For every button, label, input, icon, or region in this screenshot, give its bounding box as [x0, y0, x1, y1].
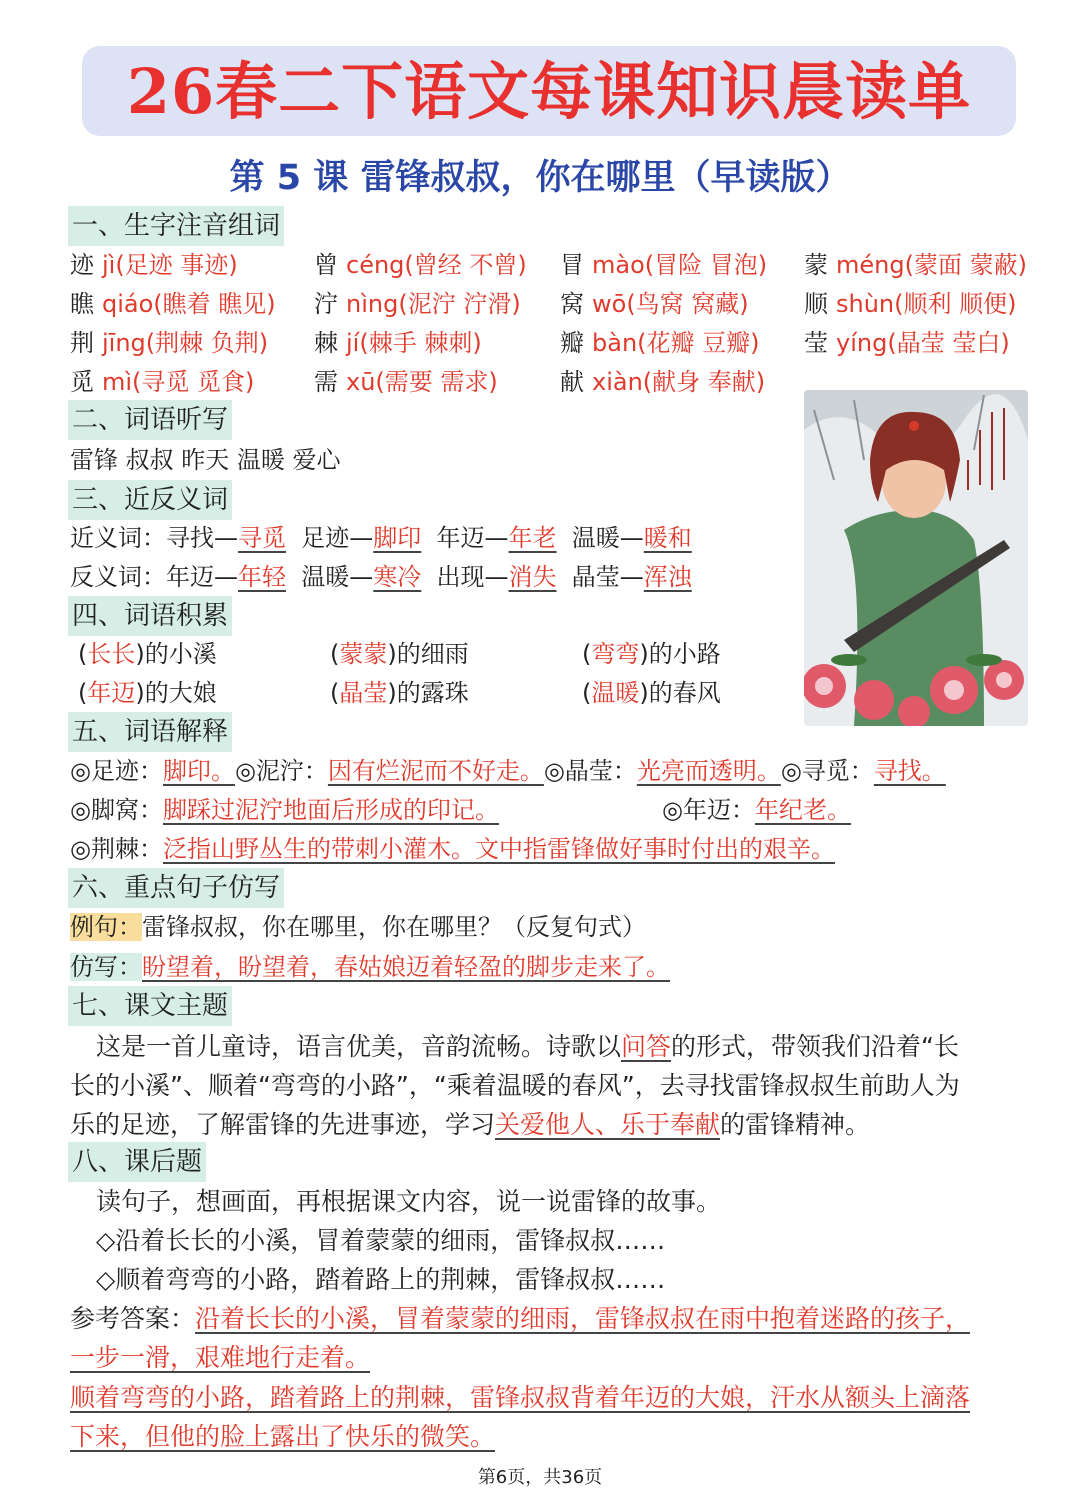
vocab-entry: [560, 287, 749, 321]
vocab-words: (需要 需求): [375, 368, 498, 396]
vocab-entry: [560, 248, 767, 282]
lesson-subtitle: 第 5 课 雷锋叔叔，你在哪里（早读版）: [229, 158, 851, 198]
section-heading-3: 三、近反义词: [68, 480, 232, 520]
vocab-entry: [70, 365, 254, 399]
example-sentence: 例句：雷锋叔叔，你在哪里，你在哪里？（反复句式）: [70, 913, 646, 941]
vocab-pinyin: méng: [836, 251, 905, 279]
vocab-pinyin: mì: [102, 368, 133, 396]
explain-row-2: ◎脚窝：脚踩过泥泞地面后形成的印记。: [70, 796, 499, 824]
vocab-char: 需: [314, 368, 338, 396]
section-heading-2: 二、词语听写: [68, 400, 232, 440]
vocab-entry: [560, 326, 760, 360]
answer-line-4: 下来，但他的脸上露出了快乐的微笑。: [70, 1422, 496, 1451]
vocab-pinyin: shùn: [836, 290, 895, 318]
vocab-char: 曾: [314, 251, 338, 279]
vocab-pinyin: mào: [592, 251, 645, 279]
vocab-char: 瞧: [70, 290, 94, 318]
dictation-words: 雷锋 叔叔 昨天 温暖 爱心: [70, 446, 341, 474]
phrase-answer: 晶莹: [339, 679, 388, 707]
phrase-item: (长长)的小溪: [78, 640, 217, 668]
phrase-answer: 温暖: [591, 679, 640, 707]
phrase-rest: 的春风: [648, 679, 721, 707]
section-heading-7: 七、课文主题: [68, 986, 232, 1026]
phrase-answer: 蒙蒙: [339, 640, 388, 668]
vocab-words: (蒙面 蒙蔽): [904, 251, 1027, 279]
phrase-item: (晶莹)的露珠: [330, 679, 469, 707]
theme-line-2: 长的小溪”、顺着“弯弯的小路”，“乘着温暖的春风”，去寻找雷锋叔叔生前助人为: [70, 1071, 960, 1100]
explain-row-1: ◎足迹：脚印。◎泥泞：因有烂泥而不好走。◎晶莹：光亮而透明。◎寻觅：寻找。: [70, 757, 946, 785]
vocab-words: (献身 奉献): [642, 368, 766, 396]
vocab-char: 献: [560, 368, 584, 396]
vocab-entry: [314, 287, 521, 321]
vocab-words: (曾经 不曾): [404, 251, 527, 279]
phrase-rest: 的大娘: [144, 679, 217, 707]
vocab-char: 莹: [804, 329, 828, 357]
lei-feng-portrait: [804, 390, 1028, 726]
vocab-entry: [804, 287, 1017, 321]
vocab-pinyin: jīng: [102, 329, 146, 357]
vocab-char: 顺: [804, 290, 828, 318]
phrase-answer: 弯弯: [591, 640, 640, 668]
vocab-char: 迹: [70, 251, 94, 279]
page-title: 26春二下语文每课知识晨读单: [126, 55, 972, 128]
vocab-pinyin: jì: [102, 251, 116, 279]
vocab-pinyin: xū: [346, 368, 376, 396]
phrase-answer: 长长: [87, 640, 136, 668]
theme-paragraph: 这是一首儿童诗，语言优美，音韵流畅。诗歌以问答的形式，带领我们沿着“长: [96, 1032, 959, 1061]
section-heading-1: 一、生字注音组词: [68, 206, 284, 246]
synonym-row: 近义词：寻找—寻觅 足迹—脚印 年迈—年老 温暖—暖和: [70, 524, 692, 552]
vocab-pinyin: wō: [592, 290, 627, 318]
vocab-words: (鸟窝 窝藏): [626, 290, 749, 318]
vocab-entry: [70, 248, 238, 282]
answer-line-3: 顺着弯弯的小路，踏着路上的荆棘，雷锋叔叔背着年迈的大娘，汗水从额头上滴落: [70, 1383, 971, 1412]
section-heading-4: 四、词语积累: [68, 596, 232, 636]
vocab-char: 觅: [70, 368, 94, 396]
vocab-words: (荆棘 负荆): [145, 329, 269, 357]
phrase-item: (弯弯)的小路: [582, 640, 721, 668]
explain-row-3: ◎荆棘：泛指山野丛生的带刺小灌木。文中指雷锋做好事时付出的艰辛。: [70, 835, 835, 863]
phrase-rest: 的小路: [648, 640, 721, 668]
explain-row-2b: ◎年迈：年纪老。: [662, 796, 851, 824]
phrase-rest: 的露珠: [396, 679, 469, 707]
exercise-question: 读句子，想画面，再根据课文内容，说一说雷锋的故事。: [96, 1187, 722, 1216]
vocab-entry: [314, 326, 482, 360]
vocab-pinyin: jí: [346, 329, 360, 357]
vocab-words: (顺利 顺便): [894, 290, 1017, 318]
exercise-bullet-1: ◇沿着长长的小溪，冒着蒙蒙的细雨，雷锋叔叔……: [96, 1226, 666, 1255]
vocab-pinyin: qiáo: [102, 290, 154, 318]
phrase-item: (蒙蒙)的细雨: [330, 640, 469, 668]
vocab-pinyin: yíng: [836, 329, 888, 357]
title-banner: [82, 46, 1016, 136]
vocab-char: 窝: [560, 290, 584, 318]
phrase-rest: 的细雨: [396, 640, 469, 668]
vocab-words: (冒险 冒泡): [644, 251, 768, 279]
vocab-char: 瓣: [560, 329, 584, 357]
vocab-words: (花瓣 豆瓣): [637, 329, 760, 357]
vocab-pinyin: nìng: [346, 290, 399, 318]
vocab-entry: [314, 365, 498, 399]
vocab-entry: [560, 365, 765, 399]
page-number: 第6页，共36页: [477, 1467, 603, 1488]
vocab-entry: [70, 326, 268, 360]
phrase-answer: 年迈: [87, 679, 136, 707]
vocab-char: 冒: [560, 251, 584, 279]
vocab-words: (棘手 棘刺): [359, 329, 482, 357]
phrase-rest: 的小溪: [144, 640, 217, 668]
antonym-row: 反义词：年迈—年轻 温暖—寒冷 出现—消失 晶莹—浑浊: [70, 563, 692, 591]
vocab-words: (泥泞 泞滑): [398, 290, 521, 318]
phrase-item: (年迈)的大娘: [78, 679, 217, 707]
vocab-entry: [804, 326, 1010, 360]
vocab-pinyin: bàn: [592, 329, 638, 357]
vocab-pinyin: xiàn: [592, 368, 643, 396]
section-heading-5: 五、词语解释: [68, 712, 232, 752]
section-heading-8: 八、课后题: [68, 1142, 206, 1182]
vocab-entry: [70, 287, 276, 321]
answer-line-2: 一步一滑，艰难地行走着。: [70, 1343, 371, 1372]
vocab-words: (寻觅 觅食): [132, 368, 255, 396]
vocab-words: (瞧着 瞧见): [153, 290, 276, 318]
exercise-bullet-2: ◇顺着弯弯的小路，踏着路上的荆棘，雷锋叔叔……: [96, 1265, 666, 1294]
vocab-entry: [314, 248, 527, 282]
theme-line-3: 乐的足迹，了解雷锋的先进事迹，学习关爱他人、乐于奉献的雷锋精神。: [70, 1110, 871, 1139]
vocab-char: 荆: [70, 329, 94, 357]
portrait-illustration: [804, 390, 1028, 726]
vocab-entry: [804, 248, 1027, 282]
vocab-words: (足迹 事迹): [115, 251, 238, 279]
phrase-item: (温暖)的春风: [582, 679, 721, 707]
vocab-char: 泞: [314, 290, 338, 318]
vocab-words: (晶莹 莹白): [887, 329, 1010, 357]
vocab-char: 蒙: [804, 251, 828, 279]
vocab-char: 棘: [314, 329, 338, 357]
section-heading-6: 六、重点句子仿写: [68, 868, 284, 908]
imitate-sentence: 仿写：盼望着，盼望着，春姑娘迈着轻盈的脚步走来了。: [70, 953, 670, 981]
vocab-pinyin: céng: [346, 251, 405, 279]
answer-line-1: 参考答案：沿着长长的小溪，冒着蒙蒙的细雨，雷锋叔叔在雨中抱着迷路的孩子，: [70, 1304, 971, 1333]
